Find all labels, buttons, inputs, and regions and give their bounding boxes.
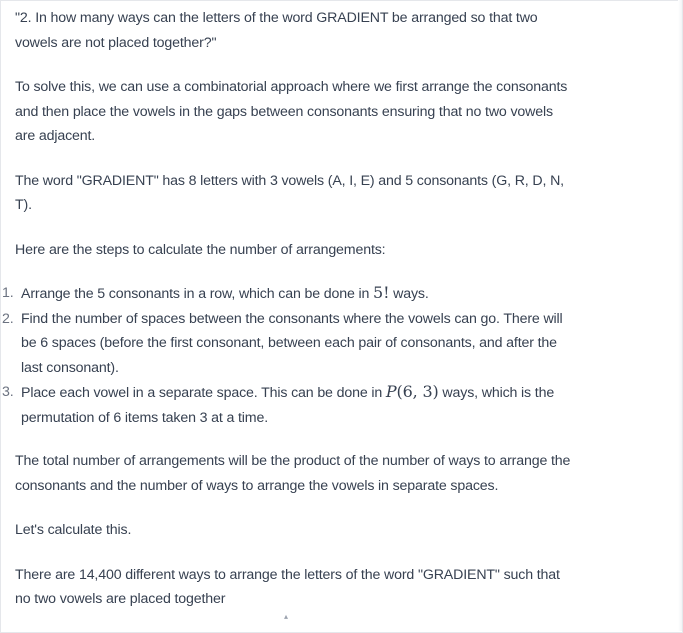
question-text: "2. In how many ways can the letters of the word GRADIENT be arranged so that two vowels are not placed together?" [15, 10, 538, 51]
step-text: Arrange the 5 consonants in a row, which can be done in [21, 286, 374, 302]
math-expression: (6, 3) [396, 382, 439, 401]
intro-paragraph: To solve this, we can use a combinatorial approach where we first arrange the consonants and then place the vowels in the gaps between consonants ensuring that no two vowels are adjacent. [15, 79, 568, 144]
step-number: 1. [2, 285, 14, 301]
step-text: Place each vowel in a separate space. This can be done in [21, 385, 386, 401]
answer-paragraph [15, 563, 575, 612]
step-text-after: ways, which is the permutation of 6 items taken 3 at a time. [21, 385, 555, 426]
step-item [2, 307, 575, 381]
letters-info-paragraph: The word "GRADIENT" has 8 letters with 3 vowels (A, I, E) and 5 consonants (G, R, D, N, T). [15, 172, 564, 213]
calc-paragraph: Let's calculate this. [15, 522, 132, 538]
total-paragraph: The total number of arrangements will be the product of the number of ways to arrange the consonants and the number of ways to arrange the vowels in separate spaces. [15, 453, 571, 494]
step-text: Find the number of spaces between the consonants where the vowels can go. There will be 6 spaces (before the first consonant, between each pair of consonants, and after the last consonant). [21, 310, 563, 376]
steps-heading: Here are the steps to calculate the number of arrangements: [15, 241, 386, 258]
math-expression: 5! [373, 283, 390, 302]
chat-response [2, 6, 575, 632]
math-function: P [385, 382, 397, 401]
scroll-edge [678, 0, 682, 631]
cursor-mark-icon: ▴ [284, 612, 289, 621]
answer-text: There are 14,400 different ways to arrange the letters of the word "GRADIENT" such that no two vowels are placed together [15, 566, 560, 607]
step-number: 2. [2, 310, 14, 327]
step-item [2, 281, 575, 307]
step-number: 3. [2, 384, 14, 400]
step-item [2, 380, 575, 430]
steps-list [2, 281, 575, 430]
step-text-after: ways. [389, 286, 429, 302]
